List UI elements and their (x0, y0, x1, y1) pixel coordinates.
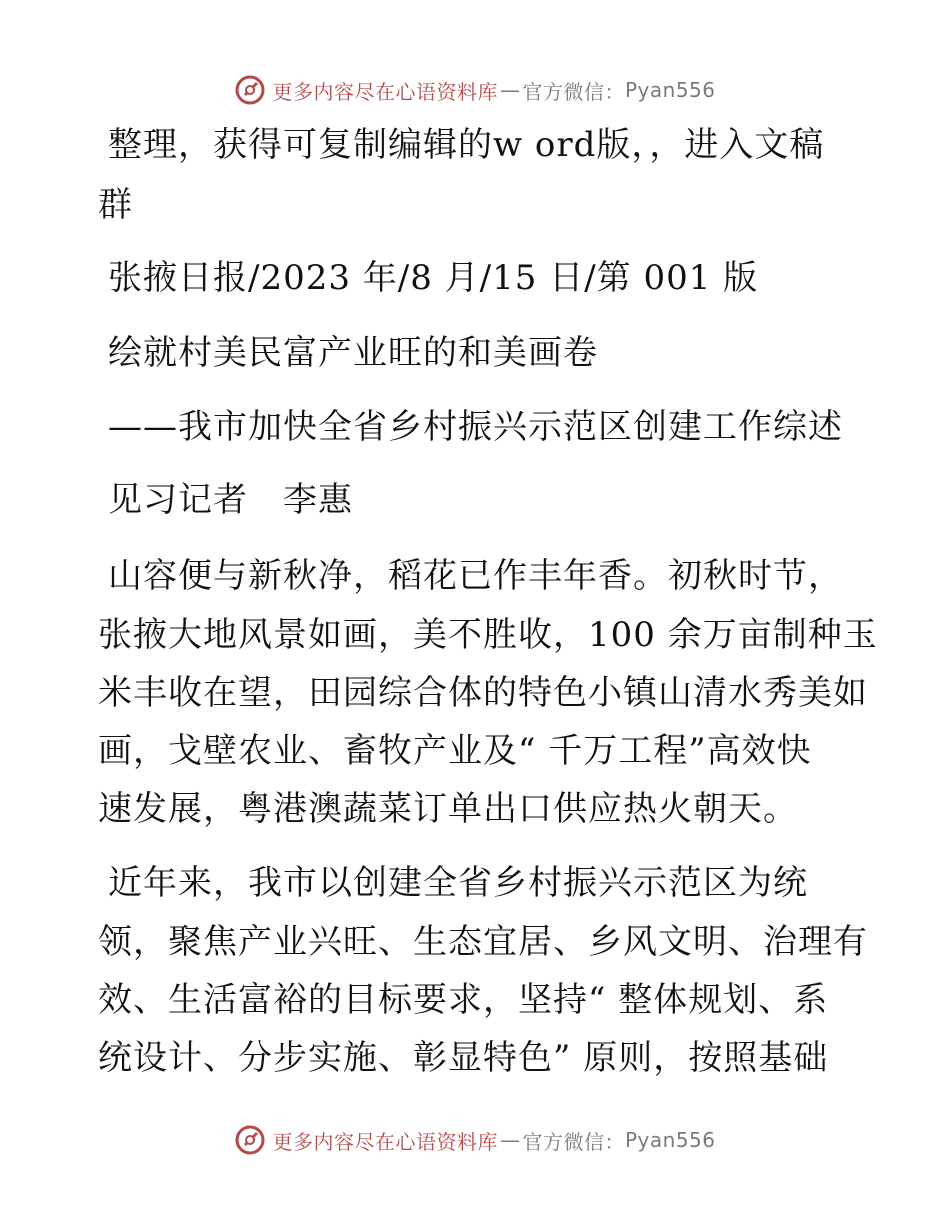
text-line: 米丰收在望，田园综合体的特色小镇山清水秀美如 (98, 673, 868, 713)
watermark-id: Pyan556 (624, 78, 716, 102)
dateline: 张掖日报/2023 年/8 月/15 日/第 001 版 (108, 258, 759, 298)
watermark-dash: — (499, 1128, 521, 1152)
logo-icon (234, 74, 266, 106)
text-line: 群 (98, 185, 133, 225)
watermark-main-text: 更多内容尽在心语资料库 (272, 1129, 498, 1154)
text-line: 速发展，粤港澳蔬菜订单出口供应热火朝天。 (98, 789, 798, 829)
text-line: 统设计、分步实施、彰显特色” 原则，按照基础 (98, 1038, 829, 1078)
article-subtitle: ——我市加快全省乡村振兴示范区创建工作综述 (108, 407, 843, 447)
watermark-id: Pyan556 (624, 1128, 716, 1152)
text-line: 山容便与新秋净，稻花已作丰年香。初秋时节， (108, 556, 843, 596)
article-title: 绘就村美民富产业旺的和美画卷 (108, 333, 598, 373)
byline: 见习记者 李惠 (108, 480, 353, 520)
text-line: 近年来，我市以创建全省乡村振兴示范区为统 (108, 863, 808, 903)
watermark-label: 官方微信： (522, 1129, 625, 1154)
watermark-header (0, 70, 950, 110)
logo-icon (234, 1124, 266, 1156)
text-line: 效、生活富裕的目标要求，坚持“ 整体规划、系 (98, 980, 829, 1020)
text-line: 张掖大地风景如画，美不胜收，100 余万亩制种玉 (98, 615, 878, 655)
text-line: 整理，获得可复制编辑的w ord版，，进入文稿 (108, 125, 825, 165)
watermark-dash: — (499, 78, 521, 102)
text-line: 领，聚焦产业兴旺、生态宜居、乡风文明、治理有 (98, 922, 868, 962)
watermark-footer (0, 1120, 950, 1160)
watermark-label: 官方微信： (522, 79, 625, 104)
watermark-main-text: 更多内容尽在心语资料库 (272, 79, 498, 104)
text-line: 画，戈壁农业、畜牧产业及“ 千万工程”高效快 (98, 731, 812, 771)
